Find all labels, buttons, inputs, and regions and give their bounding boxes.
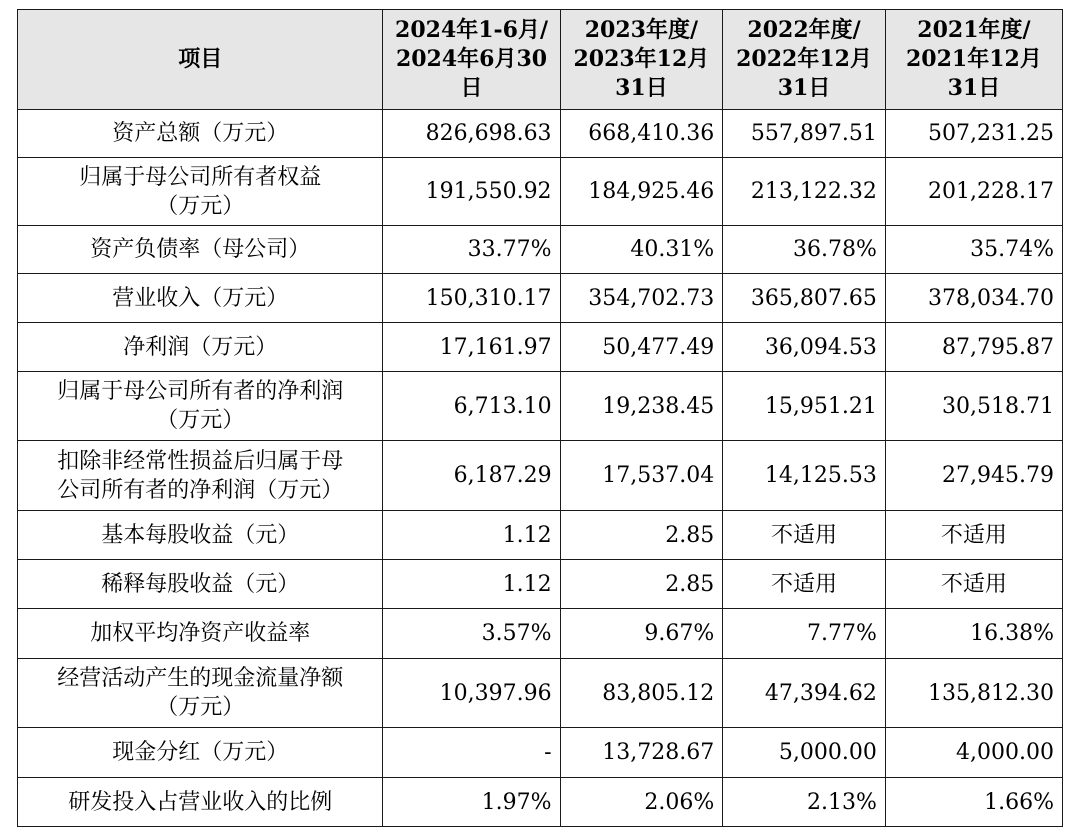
row-value: 5,000.00 <box>723 728 886 778</box>
table-body <box>18 110 1063 827</box>
row-label: 扣除非经常性损益后归属于母 公司所有者的净利润（万元） <box>18 441 383 511</box>
table-row <box>18 560 1063 609</box>
row-value: 36.78% <box>723 226 886 274</box>
row-value: 33.77% <box>383 226 560 274</box>
table-row <box>18 778 1063 827</box>
header-item: 项目 <box>18 10 383 110</box>
row-value: 1.97% <box>383 778 560 827</box>
row-value: 9.67% <box>560 609 723 659</box>
row-value: 191,550.92 <box>383 158 560 226</box>
table-row <box>18 372 1063 441</box>
table-row <box>18 274 1063 323</box>
row-value: 50,477.49 <box>560 323 723 372</box>
row-value: 135,812.30 <box>885 659 1062 728</box>
financial-summary-table <box>17 9 1063 827</box>
row-label: 现金分红（万元） <box>18 728 383 778</box>
table-row <box>18 728 1063 778</box>
header-period-2022: 2022年度/ 2022年12月 31日 <box>723 10 886 110</box>
row-value: 30,518.71 <box>885 372 1062 441</box>
row-value: 87,795.87 <box>885 323 1062 372</box>
row-value: 17,537.04 <box>560 441 723 511</box>
row-value: 3.57% <box>383 609 560 659</box>
header-period-2021: 2021年度/ 2021年12月 31日 <box>885 10 1062 110</box>
table-row <box>18 226 1063 274</box>
table-row <box>18 158 1063 226</box>
row-label: 基本每股收益（元） <box>18 511 383 560</box>
table-row <box>18 110 1063 158</box>
row-label: 资产总额（万元） <box>18 110 383 158</box>
row-value: 19,238.45 <box>560 372 723 441</box>
row-value: 1.66% <box>885 778 1062 827</box>
row-value: 47,394.62 <box>723 659 886 728</box>
row-label: 稀释每股收益（元） <box>18 560 383 609</box>
row-value: 27,945.79 <box>885 441 1062 511</box>
row-value: 40.31% <box>560 226 723 274</box>
row-value: 213,122.32 <box>723 158 886 226</box>
row-value: 668,410.36 <box>560 110 723 158</box>
row-value: 2.13% <box>723 778 886 827</box>
table-header <box>18 10 1063 110</box>
row-value: 6,187.29 <box>383 441 560 511</box>
row-value: 10,397.96 <box>383 659 560 728</box>
row-value: 826,698.63 <box>383 110 560 158</box>
row-label: 资产负债率（母公司） <box>18 226 383 274</box>
row-value: 17,161.97 <box>383 323 560 372</box>
row-value: 507,231.25 <box>885 110 1062 158</box>
row-value: 4,000.00 <box>885 728 1062 778</box>
row-value: 36,094.53 <box>723 323 886 372</box>
row-value: 13,728.67 <box>560 728 723 778</box>
row-value: 557,897.51 <box>723 110 886 158</box>
row-value: 7.77% <box>723 609 886 659</box>
row-value: 184,925.46 <box>560 158 723 226</box>
row-value: 2.85 <box>560 560 723 609</box>
row-value: 378,034.70 <box>885 274 1062 323</box>
row-value: 6,713.10 <box>383 372 560 441</box>
row-value: 14,125.53 <box>723 441 886 511</box>
row-value: 1.12 <box>383 560 560 609</box>
header-period-2023: 2023年度/ 2023年12月 31日 <box>560 10 723 110</box>
row-label: 归属于母公司所有者的净利润 （万元） <box>18 372 383 441</box>
table-row <box>18 441 1063 511</box>
row-value: 15,951.21 <box>723 372 886 441</box>
table-row <box>18 323 1063 372</box>
table-row <box>18 511 1063 560</box>
row-value: 不适用 <box>885 560 1062 609</box>
row-label: 营业收入（万元） <box>18 274 383 323</box>
row-value: 1.12 <box>383 511 560 560</box>
header-period-2024h1: 2024年1-6月/ 2024年6月30日 <box>383 10 560 110</box>
row-value: 35.74% <box>885 226 1062 274</box>
row-value: 不适用 <box>885 511 1062 560</box>
row-value: 不适用 <box>723 511 886 560</box>
row-value: 354,702.73 <box>560 274 723 323</box>
row-value: 不适用 <box>723 560 886 609</box>
table-row <box>18 659 1063 728</box>
table-row <box>18 609 1063 659</box>
row-value: 2.06% <box>560 778 723 827</box>
row-value: 201,228.17 <box>885 158 1062 226</box>
row-label: 归属于母公司所有者权益 （万元） <box>18 158 383 226</box>
row-value: 16.38% <box>885 609 1062 659</box>
row-value: 365,807.65 <box>723 274 886 323</box>
row-value: - <box>383 728 560 778</box>
row-label: 加权平均净资产收益率 <box>18 609 383 659</box>
row-value: 2.85 <box>560 511 723 560</box>
row-value: 150,310.17 <box>383 274 560 323</box>
row-label: 净利润（万元） <box>18 323 383 372</box>
row-value: 83,805.12 <box>560 659 723 728</box>
row-label: 研发投入占营业收入的比例 <box>18 778 383 827</box>
row-label: 经营活动产生的现金流量净额 （万元） <box>18 659 383 728</box>
